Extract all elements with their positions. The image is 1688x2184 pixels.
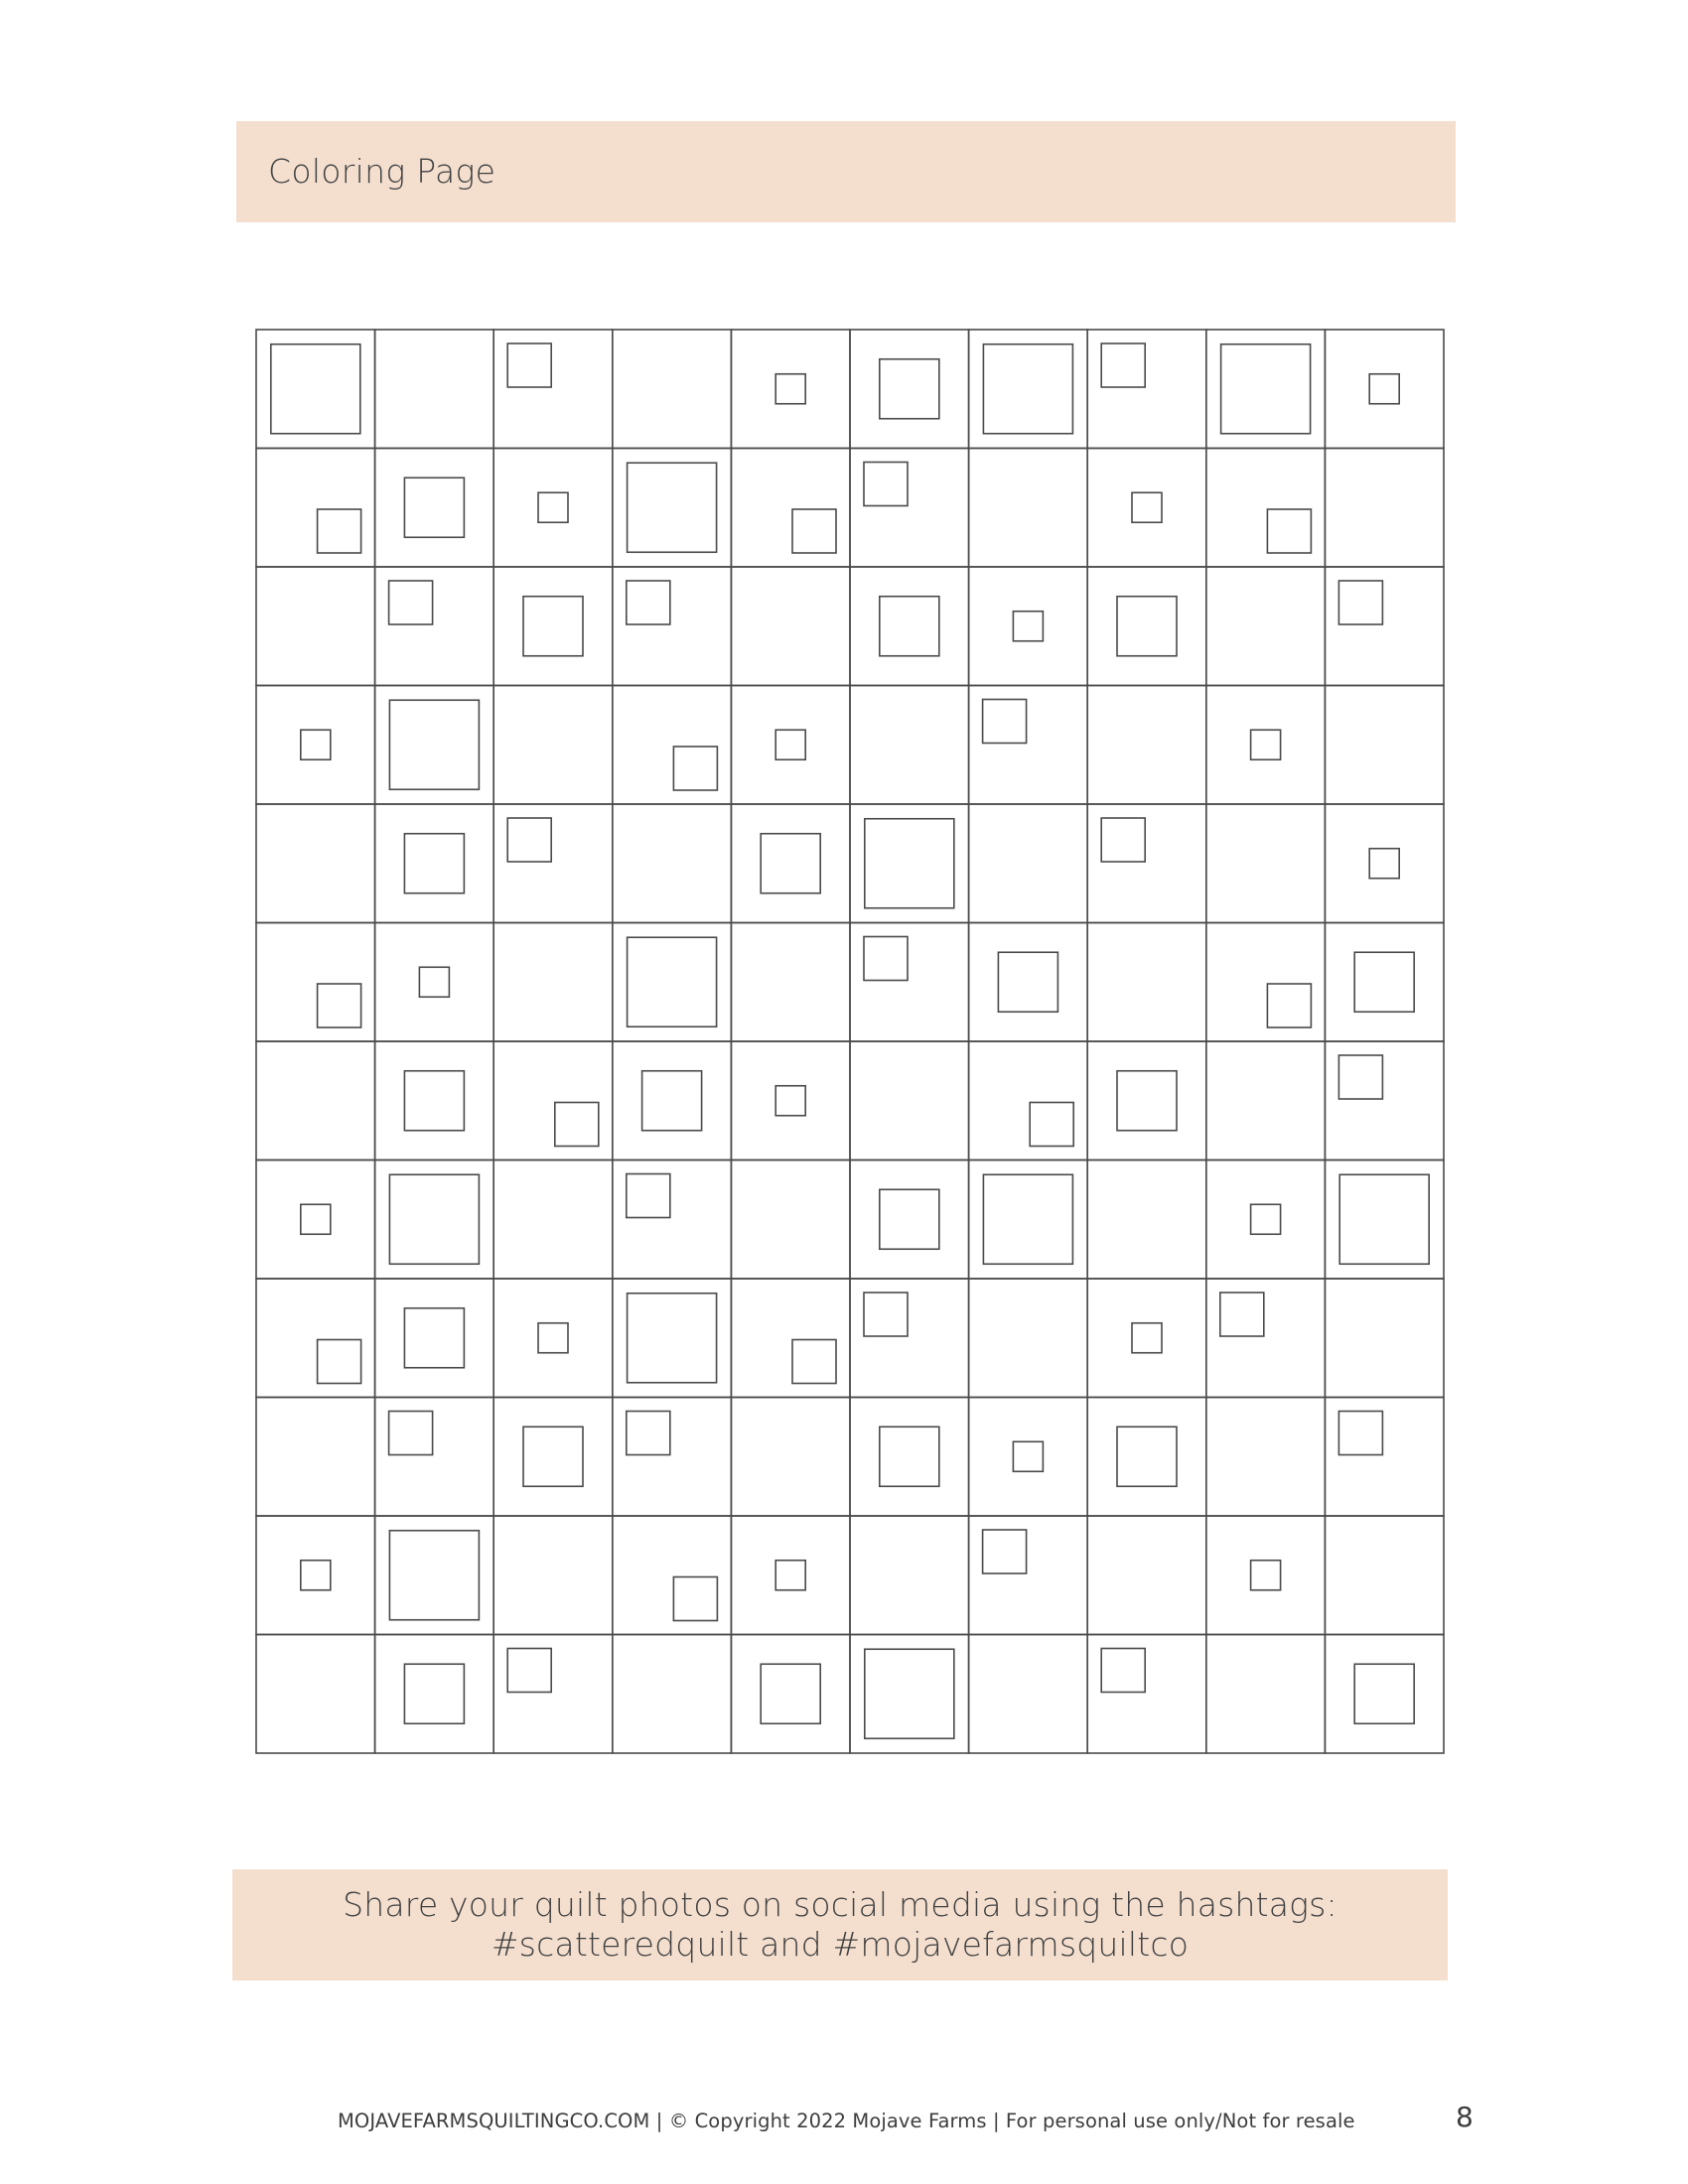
quilt-block xyxy=(1325,449,1444,568)
quilt-block xyxy=(613,1516,732,1635)
quilt-block xyxy=(256,1041,375,1160)
inner-square xyxy=(404,1308,464,1368)
inner-square xyxy=(523,597,583,656)
quilt-block xyxy=(375,804,494,923)
quilt-block xyxy=(1087,1041,1206,1160)
quilt-block xyxy=(850,1516,969,1635)
quilt-block xyxy=(969,330,1088,449)
quilt-block xyxy=(731,1041,850,1160)
inner-square xyxy=(628,937,717,1026)
quilt-block xyxy=(613,1635,732,1754)
inner-square xyxy=(555,1103,599,1147)
quilt-block xyxy=(969,1279,1088,1398)
inner-square xyxy=(301,730,331,759)
quilt-block xyxy=(1087,923,1206,1042)
quilt-block xyxy=(969,1398,1088,1517)
quilt-block xyxy=(731,686,850,805)
quilt-block xyxy=(1087,1516,1206,1635)
inner-square xyxy=(627,581,670,624)
inner-square xyxy=(673,747,717,790)
inner-square xyxy=(880,359,939,419)
inner-square xyxy=(523,1427,583,1486)
inner-square xyxy=(865,819,954,908)
quilt-block xyxy=(1206,1160,1326,1280)
inner-square xyxy=(404,1071,464,1131)
inner-square xyxy=(1101,343,1145,387)
quilt-block xyxy=(493,567,613,686)
inner-square xyxy=(642,1071,702,1131)
inner-square xyxy=(983,700,1027,744)
inner-square xyxy=(538,1323,568,1353)
quilt-block xyxy=(613,804,732,923)
inner-square xyxy=(880,1427,939,1486)
quilt-block xyxy=(1325,804,1444,923)
inner-square xyxy=(404,834,464,893)
inner-square xyxy=(775,1086,805,1116)
quilt-block xyxy=(375,1398,494,1517)
inner-square xyxy=(775,374,805,404)
quilt-block xyxy=(1206,330,1326,449)
inner-square xyxy=(301,1561,331,1590)
inner-square xyxy=(983,1174,1072,1264)
quilt-block xyxy=(1206,1041,1326,1160)
quilt-grid-svg xyxy=(256,330,1444,1753)
inner-square xyxy=(1013,612,1043,641)
quilt-block xyxy=(850,449,969,568)
inner-square xyxy=(389,1174,479,1264)
quilt-block xyxy=(969,449,1088,568)
inner-square xyxy=(318,984,361,1027)
inner-square xyxy=(864,1293,908,1336)
quilt-block xyxy=(850,804,969,923)
quilt-block xyxy=(375,1279,494,1398)
inner-square xyxy=(1339,1174,1429,1264)
quilt-block xyxy=(1087,567,1206,686)
quilt-block xyxy=(256,449,375,568)
quilt-block xyxy=(1206,1279,1326,1398)
inner-square xyxy=(389,581,433,624)
quilt-block xyxy=(375,1160,494,1280)
quilt-block xyxy=(731,1279,850,1398)
quilt-block xyxy=(493,923,613,1042)
quilt-block xyxy=(731,1160,850,1280)
inner-square xyxy=(761,1664,820,1723)
inner-square xyxy=(627,1174,670,1218)
quilt-block xyxy=(1206,686,1326,805)
inner-square xyxy=(507,343,551,387)
inner-square xyxy=(792,509,836,553)
quilt-block xyxy=(256,1635,375,1754)
quilt-block xyxy=(493,330,613,449)
inner-square xyxy=(1132,1323,1162,1353)
inner-square xyxy=(507,1649,551,1693)
quilt-block xyxy=(375,449,494,568)
quilt-block xyxy=(256,1279,375,1398)
quilt-block xyxy=(375,923,494,1042)
quilt-block xyxy=(850,1160,969,1280)
quilt-block xyxy=(375,567,494,686)
inner-square xyxy=(880,1189,939,1249)
quilt-block xyxy=(731,449,850,568)
quilt-block xyxy=(613,1160,732,1280)
inner-square xyxy=(1030,1103,1073,1147)
quilt-block xyxy=(969,1635,1088,1754)
inner-square xyxy=(1251,1204,1281,1234)
quilt-block xyxy=(1087,1279,1206,1398)
quilt-block xyxy=(613,567,732,686)
header-banner xyxy=(236,121,1456,222)
quilt-block xyxy=(1206,804,1326,923)
quilt-block xyxy=(256,686,375,805)
quilt-block xyxy=(493,1635,613,1754)
quilt-block xyxy=(1087,804,1206,923)
quilt-block xyxy=(1087,1160,1206,1280)
quilt-block xyxy=(613,686,732,805)
quilt-block xyxy=(1325,923,1444,1042)
inner-square xyxy=(983,344,1072,434)
quilt-block xyxy=(375,1041,494,1160)
quilt-block xyxy=(613,1398,732,1517)
inner-square xyxy=(627,1412,670,1455)
quilt-block xyxy=(1325,1398,1444,1517)
inner-square xyxy=(318,509,361,553)
quilt-block xyxy=(613,1279,732,1398)
quilt-block xyxy=(613,1041,732,1160)
inner-square xyxy=(271,344,360,434)
quilt-block xyxy=(256,1516,375,1635)
inner-square xyxy=(673,1577,717,1621)
inner-square xyxy=(538,492,568,522)
quilt-block xyxy=(731,1635,850,1754)
inner-square xyxy=(419,967,449,997)
quilt-block xyxy=(493,1041,613,1160)
inner-square xyxy=(775,1561,805,1590)
quilt-block xyxy=(1206,1635,1326,1754)
quilt-coloring-grid xyxy=(256,330,1444,1753)
quilt-block xyxy=(1325,686,1444,805)
inner-square xyxy=(628,1294,717,1383)
quilt-block xyxy=(375,686,494,805)
quilt-block xyxy=(256,804,375,923)
quilt-block xyxy=(850,1635,969,1754)
quilt-block xyxy=(969,1160,1088,1280)
inner-square xyxy=(404,1664,464,1723)
quilt-block xyxy=(850,1279,969,1398)
quilt-block xyxy=(1087,1635,1206,1754)
quilt-block xyxy=(613,923,732,1042)
inner-square xyxy=(389,1531,479,1620)
inner-square xyxy=(1338,1055,1382,1099)
page-title: Coloring Page xyxy=(268,152,496,191)
inner-square xyxy=(389,700,479,789)
inner-square xyxy=(864,937,908,981)
quilt-block xyxy=(731,1516,850,1635)
quilt-block xyxy=(493,449,613,568)
quilt-block xyxy=(850,923,969,1042)
inner-square xyxy=(507,818,551,862)
quilt-block xyxy=(731,923,850,1042)
inner-square xyxy=(1220,1293,1264,1336)
quilt-block xyxy=(969,686,1088,805)
quilt-block xyxy=(969,567,1088,686)
inner-square xyxy=(775,730,805,759)
inner-square xyxy=(983,1530,1027,1573)
quilt-block xyxy=(493,804,613,923)
quilt-block xyxy=(256,1160,375,1280)
quilt-block xyxy=(613,449,732,568)
inner-square xyxy=(865,1649,954,1738)
inner-square xyxy=(880,597,939,656)
quilt-block xyxy=(731,330,850,449)
quilt-block xyxy=(731,804,850,923)
quilt-block xyxy=(850,1041,969,1160)
quilt-block xyxy=(1087,330,1206,449)
quilt-block xyxy=(1206,567,1326,686)
share-hashtags: #scatteredquilt and #mojavefarmsquiltco xyxy=(491,1925,1190,1964)
quilt-block xyxy=(375,1516,494,1635)
inner-square xyxy=(628,463,717,552)
inner-square xyxy=(1267,509,1311,553)
quilt-block xyxy=(256,330,375,449)
quilt-block xyxy=(493,686,613,805)
quilt-block xyxy=(1087,1398,1206,1517)
inner-square xyxy=(1369,849,1399,879)
inner-square xyxy=(1251,1561,1281,1590)
inner-square xyxy=(1013,1441,1043,1471)
quilt-block xyxy=(493,1160,613,1280)
inner-square xyxy=(1117,1427,1177,1486)
quilt-block xyxy=(850,567,969,686)
quilt-block xyxy=(1325,330,1444,449)
inner-square xyxy=(1117,1071,1177,1131)
inner-square xyxy=(792,1340,836,1384)
footer-copyright: MOJAVEFARMSQUILTINGCO.COM | © Copyright 2022 Mojave Farms | For personal use only/Not for resale xyxy=(338,2110,1355,2132)
page-number: 8 xyxy=(1456,2101,1474,2133)
inner-square xyxy=(1369,374,1399,404)
inner-square xyxy=(1132,492,1162,522)
quilt-block xyxy=(969,1041,1088,1160)
inner-square xyxy=(761,834,820,893)
quilt-block xyxy=(375,1635,494,1754)
quilt-block xyxy=(1206,449,1326,568)
inner-square xyxy=(1101,818,1145,862)
quilt-block xyxy=(850,1398,969,1517)
quilt-block xyxy=(850,686,969,805)
quilt-block xyxy=(1206,923,1326,1042)
quilt-block xyxy=(969,804,1088,923)
quilt-block xyxy=(1087,686,1206,805)
quilt-block xyxy=(256,923,375,1042)
inner-square xyxy=(1251,730,1281,759)
quilt-block xyxy=(1325,1279,1444,1398)
inner-square xyxy=(1354,952,1414,1012)
inner-square xyxy=(389,1412,433,1455)
share-banner xyxy=(232,1869,1448,1980)
quilt-block xyxy=(1325,567,1444,686)
inner-square xyxy=(1221,344,1311,434)
inner-square xyxy=(1338,581,1382,624)
quilt-block xyxy=(613,330,732,449)
inner-square xyxy=(1354,1664,1414,1723)
quilt-block xyxy=(850,330,969,449)
inner-square xyxy=(1117,597,1177,656)
inner-square xyxy=(318,1340,361,1384)
quilt-block xyxy=(1325,1160,1444,1280)
quilt-block xyxy=(1325,1516,1444,1635)
share-text-line-1: Share your quilt photos on social media using the hashtags: xyxy=(343,1885,1337,1924)
inner-square xyxy=(998,952,1057,1012)
quilt-block xyxy=(1325,1635,1444,1754)
quilt-block xyxy=(1206,1516,1326,1635)
quilt-block xyxy=(969,923,1088,1042)
quilt-block xyxy=(375,330,494,449)
quilt-block xyxy=(493,1516,613,1635)
quilt-block xyxy=(969,1516,1088,1635)
quilt-block xyxy=(1206,1398,1326,1517)
quilt-block xyxy=(256,567,375,686)
quilt-block xyxy=(1087,449,1206,568)
quilt-block xyxy=(731,567,850,686)
quilt-block xyxy=(493,1279,613,1398)
inner-square xyxy=(404,478,464,537)
inner-square xyxy=(864,463,908,506)
quilt-block xyxy=(1325,1041,1444,1160)
inner-square xyxy=(1101,1649,1145,1693)
quilt-block xyxy=(256,1398,375,1517)
inner-square xyxy=(301,1204,331,1234)
quilt-block xyxy=(731,1398,850,1517)
quilt-block xyxy=(493,1398,613,1517)
inner-square xyxy=(1338,1412,1382,1455)
inner-square xyxy=(1267,984,1311,1027)
